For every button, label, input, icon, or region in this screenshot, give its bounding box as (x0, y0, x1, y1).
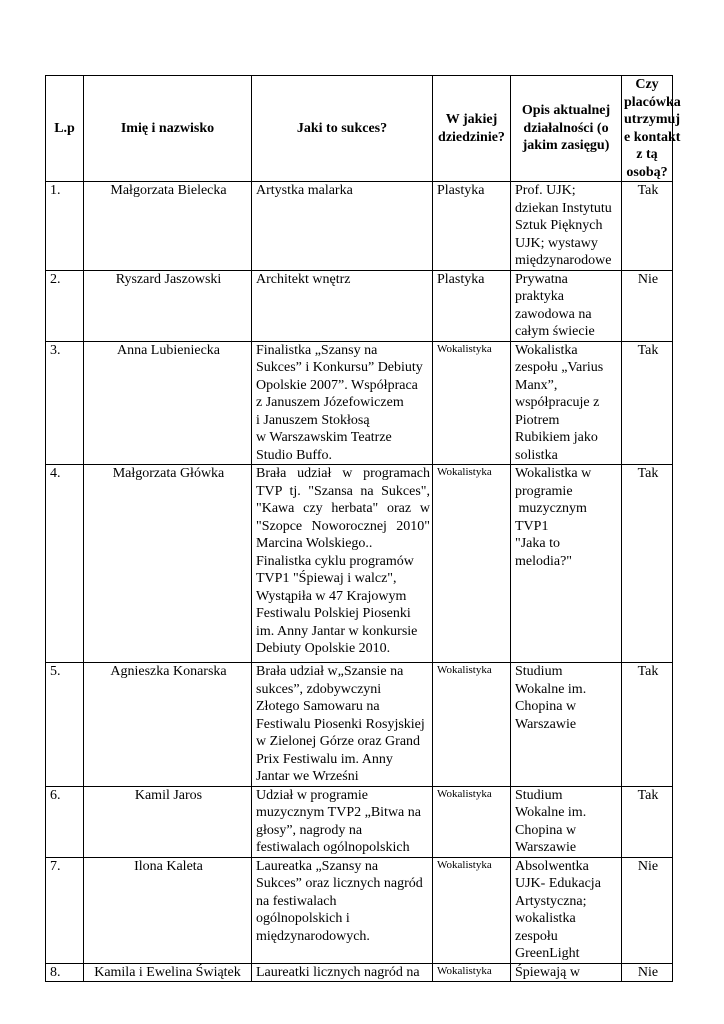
header-description-line: działalności (o (523, 120, 609, 136)
row-lp: 2. (46, 270, 84, 341)
row-description-line: Wokalistka (515, 342, 578, 358)
row-success-line: Prix Festiwalu im. Anny (256, 751, 393, 767)
row-lp: 4. (46, 465, 84, 663)
row-name: Ilona Kaleta (84, 857, 252, 963)
header-description-line: jakim zasięgu) (522, 138, 610, 154)
row-description-line: praktyka (515, 289, 564, 304)
row-description-line: zespołu „Varius (515, 360, 604, 375)
row-description-line: Sztuk Pięknych (515, 218, 603, 233)
row-domain: Wokalistyka (433, 857, 511, 963)
table-row (46, 182, 673, 271)
row-description-line: Warszawie (515, 716, 577, 732)
header-domain-line: W jakiej (445, 112, 498, 127)
header-lp: L.p (46, 76, 84, 182)
row-lp: 5. (46, 663, 84, 787)
row-lp: 7. (46, 857, 84, 963)
row-success (252, 341, 433, 465)
row-success-line: "Kawa czy herbata" oraz w (256, 501, 430, 516)
row-success-line: ogólnopolskich i (256, 911, 350, 926)
row-lp: 1. (46, 182, 84, 271)
row-success (252, 663, 433, 787)
row-description (511, 465, 622, 663)
row-description-line: zespołu (515, 928, 558, 944)
header-success: Jaki to sukces? (252, 76, 433, 182)
row-contact: Tak (622, 465, 673, 663)
row-description (511, 786, 622, 857)
row-success-line: na festiwalach (256, 893, 337, 909)
row-success-line: w Warszawskim Teatrze (256, 430, 392, 445)
row-contact: Nie (622, 270, 673, 341)
row-description-line: melodia?" (515, 553, 573, 569)
header-description-line: Opis aktualnej (521, 103, 611, 119)
row-description-line: Chopina w (515, 699, 577, 714)
row-success-line: Złotego Samowaru na (256, 699, 380, 714)
row-contact: Nie (622, 963, 673, 982)
row-description-line: całym świecie (515, 324, 595, 339)
row-description-line: dziekan Instytutu (515, 200, 612, 216)
row-success (252, 465, 433, 663)
table-row (46, 786, 673, 857)
row-name: Anna Lubieniecka (84, 341, 252, 465)
header-name: Imię i nazwisko (84, 76, 252, 182)
row-description-line: Wokalne im. (515, 681, 587, 697)
row-success-line: Marcina Wolskiego.. (256, 536, 373, 551)
row-success-line: Architekt wnętrz (256, 271, 351, 287)
row-success (252, 786, 433, 857)
row-success-line: im. Anny Jantar w konkursie (256, 623, 418, 639)
row-name: Małgorzata Bielecka (84, 182, 252, 271)
row-description-line: Chopina w (515, 822, 577, 838)
row-success-line: Sukces” oraz licznych nagród (256, 876, 423, 891)
row-success-line: i Januszem Stokłosą (256, 412, 370, 428)
table-row (46, 857, 673, 963)
row-domain: Plastyka (433, 182, 511, 271)
row-description-line: muzycznym (515, 501, 587, 516)
row-success-line: festiwalach ogólnopolskich (256, 840, 410, 855)
row-description-line: TVP1 (515, 518, 549, 534)
results-table (45, 75, 681, 982)
row-description-line: Prof. UJK; (515, 183, 576, 198)
row-domain: Wokalistyka (433, 786, 511, 857)
row-description (511, 663, 622, 787)
row-description-line: wokalistka (515, 911, 576, 926)
row-domain: Plastyka (433, 270, 511, 341)
row-success (252, 270, 433, 341)
row-description-line: Piotrem (515, 412, 560, 428)
row-description-line: Studium (515, 787, 563, 803)
row-description-line: solistka (515, 447, 558, 463)
row-description-line: Prywatna (515, 271, 568, 287)
row-success-line: "Szopce Noworocznej 2010" (256, 518, 430, 534)
row-description (511, 963, 622, 982)
row-domain: Wokalistyka (433, 663, 511, 787)
row-domain: Wokalistyka (433, 465, 511, 663)
row-success (252, 857, 433, 963)
row-contact: Tak (622, 786, 673, 857)
row-description-line: Śpiewają w (515, 964, 580, 980)
header-contact-line: osobą? (626, 164, 668, 180)
row-description-line: Rubikiem jako (515, 430, 598, 445)
row-success-line: Artystka malarka (256, 183, 353, 198)
row-success-line: Wystąpiła w 47 Krajowym (256, 588, 407, 604)
row-description-line: Studium (515, 664, 563, 679)
row-success-line: Studio Buffo. (256, 447, 332, 463)
row-description-line: GreenLight (515, 946, 580, 961)
row-name: Kamila i Ewelina Świątek (84, 963, 252, 982)
row-description-line: Wokalistka w (515, 466, 592, 481)
row-description-line: programie (515, 483, 573, 499)
header-contact-line: placówka (624, 94, 681, 110)
row-name: Ryszard Jaszowski (84, 270, 252, 341)
row-success-line: międzynarodowych. (256, 928, 370, 944)
row-success (252, 182, 433, 271)
row-success-line: Sukces” i Konkursu” Debiuty (256, 360, 423, 375)
row-success-line: z Januszem Józefowiczem (256, 395, 404, 410)
row-contact: Nie (622, 857, 673, 963)
row-name: Małgorzata Główka (84, 465, 252, 663)
row-success-line: Festiwalu Piosenki Rosyjskiej (256, 716, 425, 732)
row-description-line: Warszawie (515, 840, 577, 855)
row-description-line: Wokalne im. (515, 805, 587, 820)
row-description-line: UJK; wystawy (515, 235, 598, 251)
row-lp: 8. (46, 963, 84, 982)
row-name: Agnieszka Konarska (84, 663, 252, 787)
header-domain (433, 76, 511, 182)
row-success-line: TVP1 "Śpiewaj i walcz", (256, 571, 397, 586)
row-success-line: Laureatka „Szansy na (256, 858, 379, 874)
header-row (46, 76, 673, 182)
row-success-line: muzycznym TVP2 „Bitwa na (256, 805, 421, 820)
row-description (511, 341, 622, 465)
row-contact: Tak (622, 341, 673, 465)
header-contact-line: z tą (636, 147, 658, 162)
row-success (252, 963, 433, 982)
table-row (46, 663, 673, 787)
row-lp: 3. (46, 341, 84, 465)
row-description-line: zawodowa na (515, 306, 592, 322)
header-contact-line: Czy (635, 77, 659, 92)
row-success-line: Finalistka cyklu programów (256, 553, 414, 569)
header-contact (622, 76, 681, 182)
row-description (511, 182, 622, 271)
row-success-line: w Zielonej Górze oraz Grand (256, 734, 421, 749)
row-contact: Tak (622, 182, 673, 271)
row-description-line: współpracuje z (515, 395, 600, 410)
table-row (46, 465, 673, 663)
row-description-line: Artystyczna; (515, 893, 587, 909)
row-name: Kamil Jaros (84, 786, 252, 857)
row-description-line: międzynarodowe (515, 253, 612, 268)
row-success-line: sukces”, zdobywczyni (256, 681, 382, 697)
row-success-line: Debiuty Opolskie 2010. (256, 641, 391, 656)
row-domain: Wokalistyka (433, 341, 511, 465)
row-success-line: Finalistka „Szansy na (256, 342, 378, 358)
row-success-line: Jantar we Wrześni (256, 769, 359, 784)
row-success-line: Udział w programie (256, 787, 368, 803)
row-success-line: Brała udział w programach (256, 466, 430, 481)
header-contact-line: utrzymuj (624, 112, 680, 127)
row-description-line: UJK- Edukacja (515, 876, 601, 891)
row-contact: Tak (622, 663, 673, 787)
row-description-line: Manx”, (515, 377, 558, 393)
row-description-line: "Jaka to (515, 536, 560, 551)
table-row (46, 963, 673, 982)
table-row (46, 270, 673, 341)
row-success-line: Brała udział w„Szansie na (256, 664, 404, 679)
row-domain: Wokalistyka (433, 963, 511, 982)
row-description (511, 857, 622, 963)
row-success-line: Opolskie 2007”. Współpraca (256, 377, 418, 393)
row-description (511, 270, 622, 341)
row-lp: 6. (46, 786, 84, 857)
row-success-line: Festiwalu Polskiej Piosenki (256, 606, 411, 621)
header-contact-line: e kontakt (624, 129, 681, 145)
header-domain-line: dziedzinie? (438, 129, 505, 145)
table-row (46, 341, 673, 465)
header-description (511, 76, 622, 182)
row-success-line: TVP tj. "Szansa na Sukces", (256, 483, 430, 499)
row-success-line: Laureatki licznych nagród na (256, 964, 420, 980)
row-success-line: głosy”, nagrody na (256, 822, 363, 838)
row-description-line: Absolwentka (515, 858, 589, 874)
